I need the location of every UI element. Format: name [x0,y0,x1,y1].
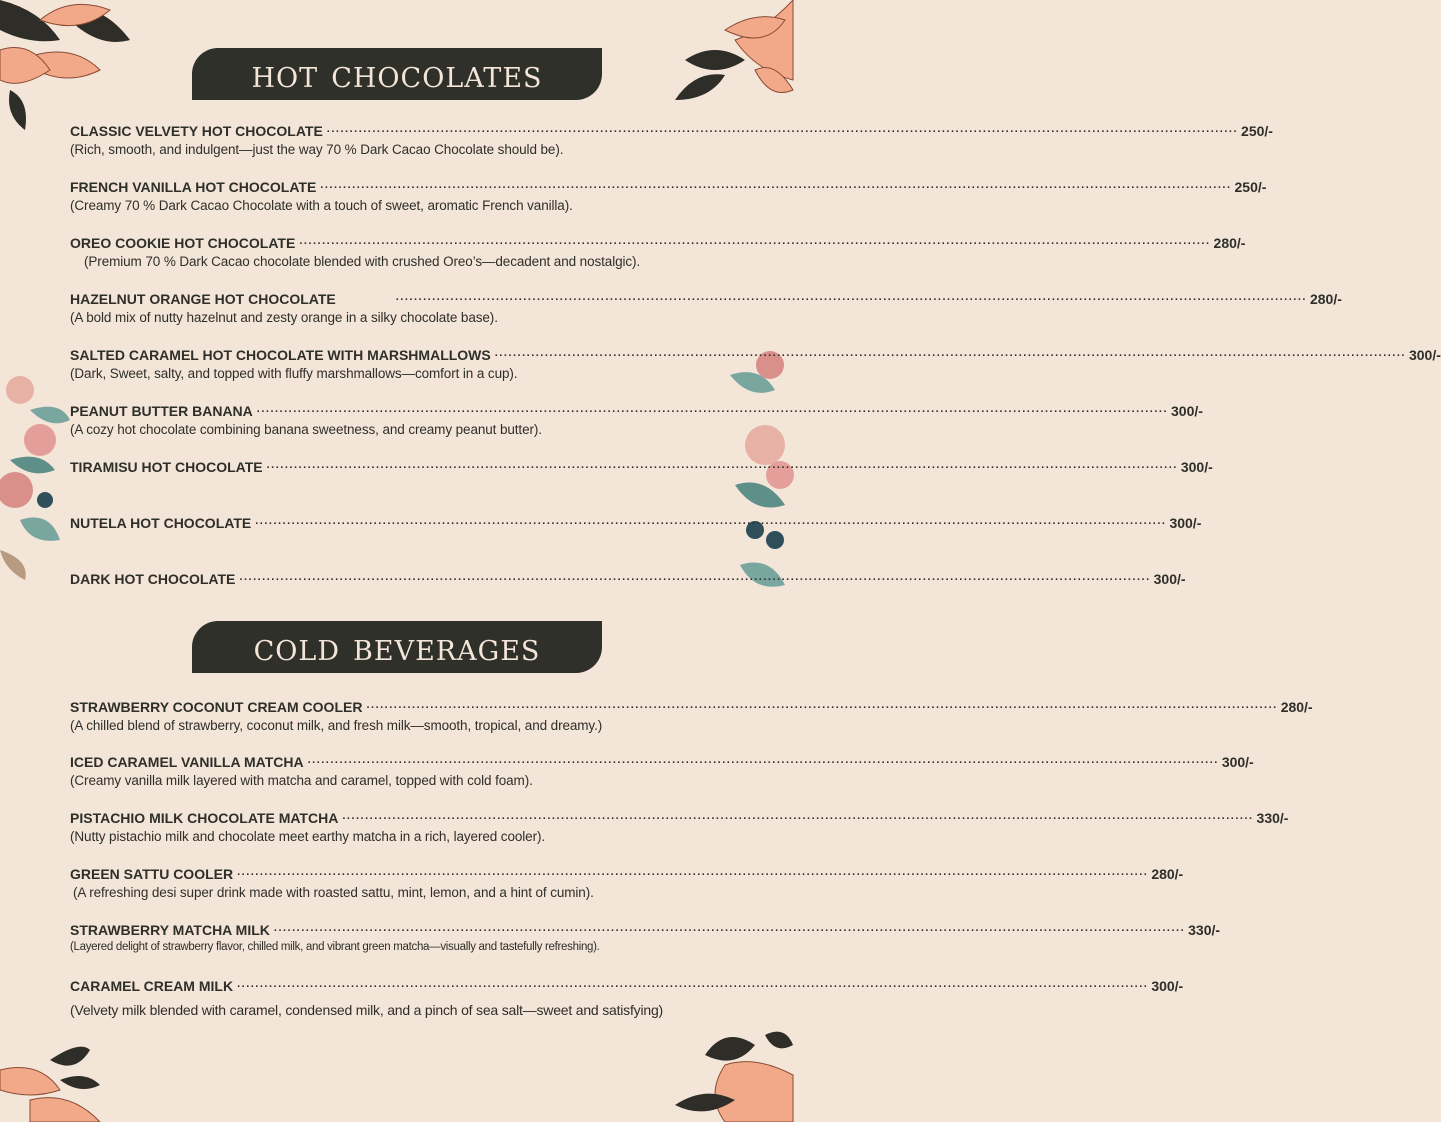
item-price: 300/- [1221,754,1254,770]
item-price: 250/- [1241,123,1273,139]
item-name: NUTELA HOT CHOCOLATE [70,515,252,531]
item-description: (Velvety milk blended with caramel, condensed milk, and a pinch of sea salt—sweet and satisfying) [70,1002,664,1018]
menu-item [70,864,1184,900]
menu-item [70,513,1202,531]
dot-leader: ........................................................................................................................................................................................................ [494,347,1406,359]
menu-item [70,976,1184,1018]
item-name: FRENCH VANILLA HOT CHOCOLATE [70,179,317,195]
dot-leader: ........................................................................................................................................................................................................ [342,810,1254,822]
item-name: TIRAMISU HOT CHOCOLATE [70,459,263,475]
dot-leader: ........................................................................................................................................................................................................ [255,515,1167,527]
item-price: 280/- [1309,291,1342,307]
menu-item [70,457,1213,475]
dot-leader: ........................................................................................................................................................................................................ [326,123,1239,135]
item-description: (A refreshing desi super drink made with roasted sattu, mint, lemon, and a hint of cumin). [73,885,594,900]
item-price: 300/- [1180,459,1213,475]
item-price: 280/- [1151,866,1184,882]
dot-leader: ........................................................................................................................................................................................................ [239,571,1151,583]
dot-leader: ........................................................................................................................................................................................................ [266,459,1178,471]
item-description: (Layered delight of strawberry flavor, chilled milk, and vibrant green matcha—visually and tastefully refreshing). [70,941,600,953]
item-name: DARK HOT CHOCOLATE [70,571,236,587]
item-price: 330/- [1188,922,1221,938]
item-price: 300/- [1171,403,1203,419]
item-price: 300/- [1153,571,1186,587]
floral-top-right-decoration [665,0,793,110]
menu-item [70,401,1203,437]
item-description: (Rich, smooth, and indulgent—just the way 70 % Dark Cacao Chocolate should be). [70,142,564,157]
dot-leader: ........................................................................................................................................................................................................ [237,866,1149,878]
dot-leader: ........................................................................................................................................................................................................ [299,235,1211,247]
item-description: (Creamy vanilla milk layered with matcha and caramel, topped with cold foam). [70,773,533,788]
item-description: (Creamy 70 % Dark Cacao Chocolate with a touch of sweet, aromatic French vanilla). [70,198,573,213]
item-price: 300/- [1151,978,1184,994]
menu-item [70,345,1441,381]
floral-left-side-decoration [0,350,75,580]
dot-leader: ........................................................................................................................................................................................................ [273,922,1186,934]
menu-item [70,752,1254,788]
item-name: PEANUT BUTTER BANANA [70,403,253,419]
item-name: ICED CARAMEL VANILLA MATCHA [70,754,304,770]
item-name: PISTACHIO MILK CHOCOLATE MATCHA [70,810,339,826]
item-price: 300/- [1169,515,1202,531]
item-name: STRAWBERRY COCONUT CREAM COOLER [70,699,363,715]
item-price: 330/- [1256,810,1289,826]
item-name: STRAWBERRY MATCHA MILK [70,922,270,938]
menu-item [70,920,1221,953]
floral-top-left-decoration [0,0,140,140]
item-description: (A cozy hot chocolate combining banana sweetness, and creamy peanut butter). [70,422,542,437]
dot-leader: ........................................................................................................................................................................................................ [395,291,1307,303]
menu-item [70,289,1342,325]
item-name: GREEN SATTU COOLER [70,866,234,882]
item-description: (A chilled blend of strawberry, coconut milk, and fresh milk—smooth, tropical, and dreamy.) [70,718,603,733]
item-name: HAZELNUT ORANGE HOT CHOCOLATE [70,291,336,307]
item-description: (Premium 70 % Dark Cacao chocolate blended with crushed Oreo’s—decadent and nostalgic). [84,254,641,269]
cold-beverages-title: cold beverages [253,625,541,669]
dot-leader: ........................................................................................................................................................................................................ [237,978,1149,990]
item-name: OREO COOKIE HOT CHOCOLATE [70,235,296,251]
dot-leader: ........................................................................................................................................................................................................ [320,179,1232,191]
dot-leader: ........................................................................................................................................................................................................ [366,699,1278,711]
menu-item [70,177,1267,213]
item-price: 250/- [1234,179,1267,195]
floral-bottom-left-decoration [0,1040,110,1122]
item-description: (Nutty pistachio milk and chocolate meet earthy matcha in a rich, layered cooler). [70,829,546,844]
item-name: SALTED CARAMEL HOT CHOCOLATE WITH MARSHMALLOWS [70,347,491,363]
item-name: CARAMEL CREAM MILK [70,978,234,994]
floral-bottom-right-decoration [665,1025,793,1122]
dot-leader: ........................................................................................................................................................................................................ [256,403,1169,415]
item-price: 300/- [1408,347,1441,363]
item-name: CLASSIC VELVETY HOT CHOCOLATE [70,123,323,139]
hot-chocolates-banner [192,48,602,100]
item-price: 280/- [1280,699,1313,715]
hot-chocolates-title: hot chocolates [251,52,543,96]
menu-item [70,233,1246,269]
item-description: (Dark, Sweet, salty, and topped with fluffy marshmallows—comfort in a cup). [70,366,518,381]
menu-item [70,569,1186,587]
menu-item [70,697,1313,733]
cold-beverages-banner [192,621,602,673]
menu-item [70,808,1289,844]
menu-item [70,121,1273,157]
item-price: 280/- [1213,235,1246,251]
dot-leader: ........................................................................................................................................................................................................ [307,754,1219,766]
item-description: (A bold mix of nutty hazelnut and zesty orange in a silky chocolate base). [70,310,498,325]
